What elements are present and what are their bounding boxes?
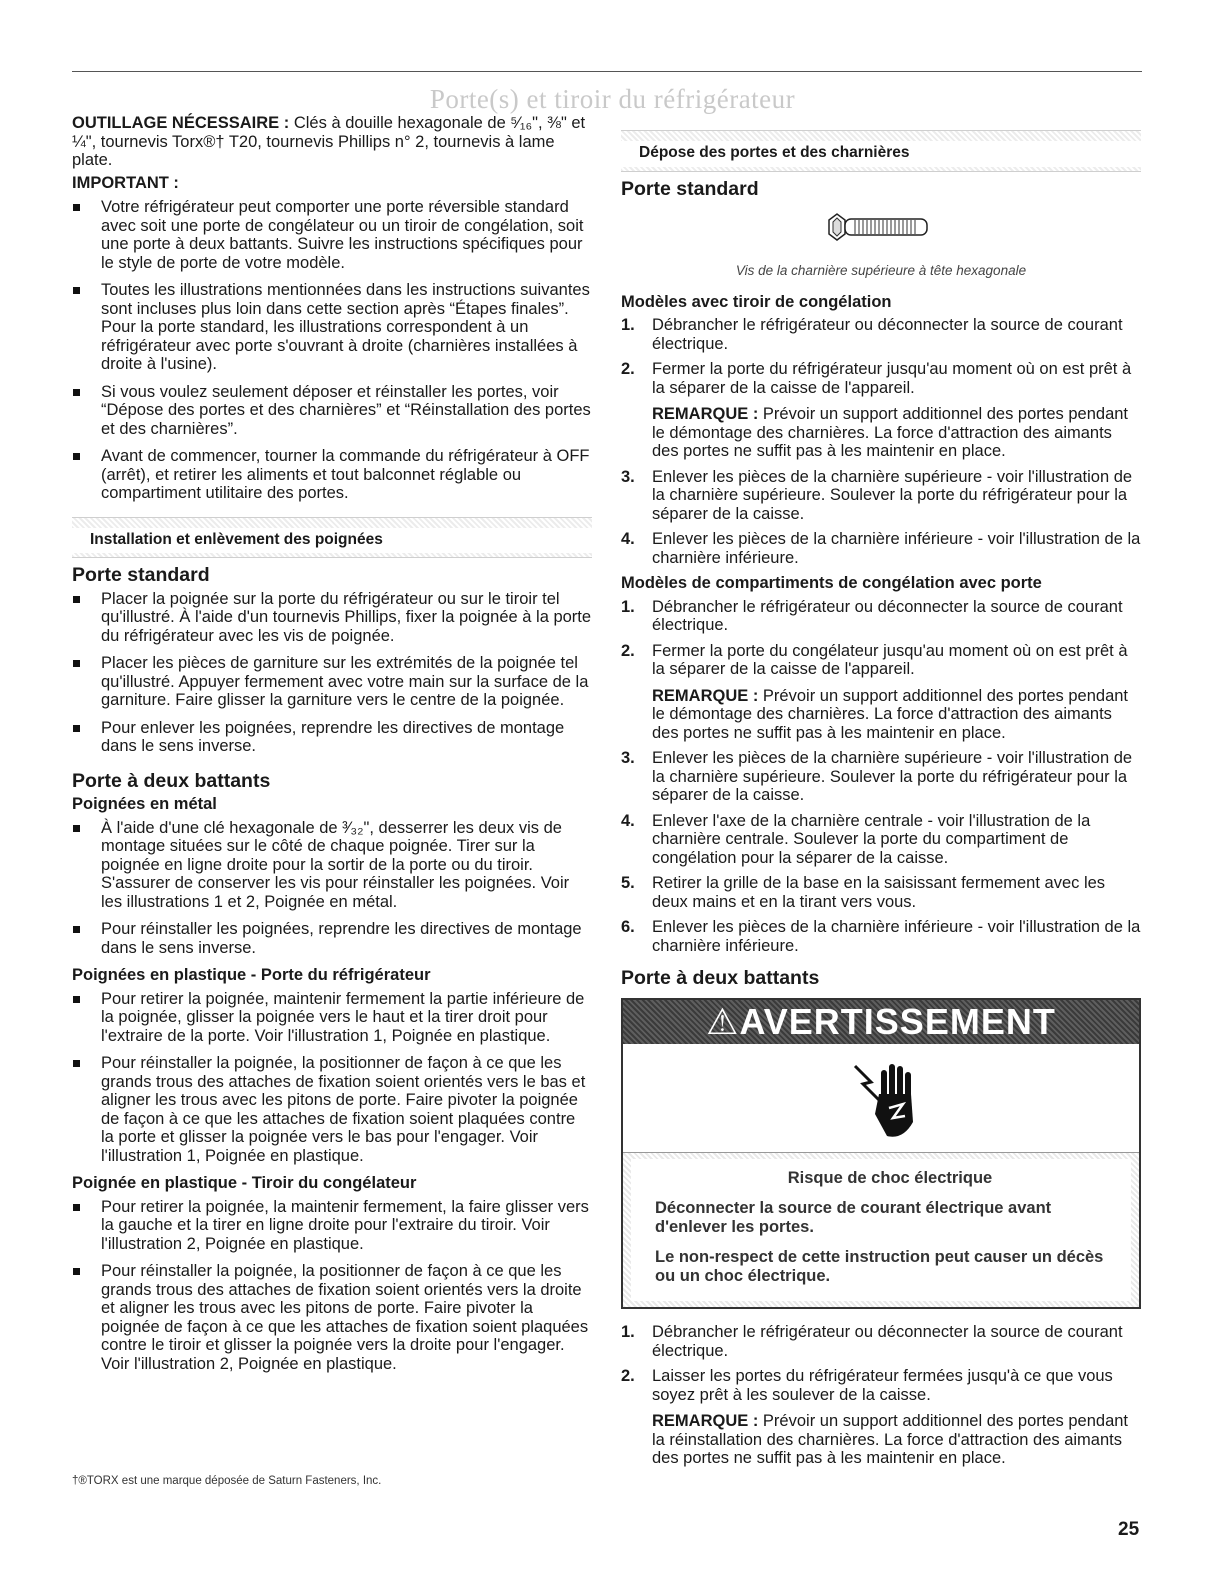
plastic-door-list	[72, 990, 592, 1166]
step-number: 4.	[621, 811, 635, 830]
page-title: Porte(s) et tiroir du réfrigérateur	[429, 84, 796, 114]
step-item	[621, 468, 1141, 524]
step-number: 3.	[621, 467, 635, 486]
page-number: 25	[1118, 1519, 1140, 1540]
step-item	[621, 1367, 1141, 1468]
step-text: Fermer la porte du congélateur jusqu'au moment où on est prêt à la séparer de la caisse de l'appareil.	[652, 641, 1128, 678]
step-text: Débrancher le réfrigérateur ou déconnecter la source de courant électrique.	[652, 316, 1123, 353]
shock-hazard-icon	[623, 1044, 1139, 1153]
step-text: Enlever les pièces de la charnière supérieure - voir l'illustration de la charnière supérieure. Soulever la porte du réfrigérateur pour la séparer de la caisse.	[652, 467, 1133, 523]
step-number: 3.	[621, 749, 635, 767]
section-heading-handles	[72, 517, 592, 559]
metal-handles-heading: Poignées en métal	[72, 795, 217, 813]
list-item: Pour réinstaller la poignée, la positionner de façon à ce que les grands trous des attaches de fixation soient orientés vers la droite et aligner les trous avec les pitons de porte. Faire pivoter la poignée de façon à ce que les attaches de fixation soient plaquées contre le tiroir et glisser la poignée vers la droite pour l'engager. Voir l'illustration 2, Poignée en plastique.	[72, 1262, 592, 1373]
step-number: 5.	[621, 874, 635, 892]
drawer-models-heading: Modèles avec tiroir de congélation	[621, 292, 892, 311]
left-column	[72, 114, 592, 1382]
step-number: 4.	[621, 530, 635, 548]
step-text: Débrancher le réfrigérateur ou déconnecter la source de courant électrique.	[652, 1323, 1123, 1360]
step-number: 1.	[621, 597, 635, 616]
important-list	[72, 198, 592, 503]
step-item	[621, 812, 1141, 868]
standard-door-heading-right: Porte standard	[621, 177, 759, 200]
note-paragraph	[652, 687, 1141, 743]
step-number: 1.	[621, 316, 635, 334]
standard-door-heading: Porte standard	[72, 564, 210, 586]
plastic-drawer-list	[72, 1198, 592, 1374]
step-number: 2.	[621, 641, 635, 660]
tools-label: OUTILLAGE NÉCESSAIRE :	[72, 114, 290, 132]
step-item	[621, 918, 1141, 955]
section-heading-text: Installation et enlèvement des poignées	[72, 528, 592, 554]
step-number: 2.	[621, 1367, 635, 1385]
warning-title: AVERTISSEMENT	[739, 1000, 1056, 1042]
list-item: Pour retirer la poignée, la maintenir fermement, la faire glisser vers la gauche et la tirer en ligne droite pour l'extraire du tiroir. Voir l'illustration 2, Poignée en plastique.	[72, 1198, 592, 1254]
note-text: Prévoir un support additionnel des portes pendant le démontage des charnières. La force d'attraction des aimants des portes ne suffit pas à les maintenir en place.	[652, 405, 1129, 460]
double-steps	[621, 1323, 1141, 1468]
metal-handles-list	[72, 819, 592, 958]
note-label: REMARQUE :	[652, 1412, 759, 1430]
list-item: Placer la poignée sur la porte du réfrigérateur ou sur le tiroir tel qu'illustré. À l'aide d'un tournevis Phillips, fixer la poignée à la porte du réfrigérateur avec les vis de poignée.	[72, 590, 592, 646]
warning-body	[623, 1153, 1139, 1308]
plastic-door-heading: Poignées en plastique - Porte du réfrigérateur	[72, 966, 431, 984]
list-item: À l'aide d'une clé hexagonale de ³⁄₃₂", desserrer les deux vis de montage situées sur le côté de chaque poignée. Tirer sur la poignée en ligne droite pour la sortir de la porte ou du tiroir. S'assurer de conserver les vis pour réinstaller les poignées. Voir les illustrations 1 et 2, Poignée en métal.	[72, 819, 592, 912]
right-column	[621, 114, 1141, 1475]
step-item	[621, 874, 1141, 911]
footnote: †®TORX est une marque déposée de Saturn Fasteners, Inc.	[72, 1475, 382, 1487]
step-item	[621, 530, 1141, 567]
tools-text: Clés à douille hexagonale de ⁵⁄₁₆", ⅜" et ¼", tournevis Torx®† T20, tournevis Phillips n° 2, tournevis à lame plate.	[72, 114, 586, 169]
section-heading-text: Dépose des portes et des charnières	[621, 141, 1141, 167]
step-number: 2.	[621, 360, 635, 378]
step-item	[621, 642, 1141, 743]
section-heading-removal	[621, 130, 1141, 172]
double-door-heading-right: Porte à deux battants	[621, 967, 820, 989]
note-text: Prévoir un support additionnel des portes pendant le démontage des charnières. La force d'attraction des aimants des portes ne suffit pas à les maintenir en place.	[652, 686, 1129, 742]
top-rule	[72, 71, 1142, 72]
warning-triangle-icon: ⚠	[706, 1000, 740, 1042]
double-door-heading: Porte à deux battants	[72, 769, 271, 792]
step-text: Débrancher le réfrigérateur ou déconnecter la source de courant électrique.	[652, 597, 1123, 634]
step-item	[621, 749, 1141, 805]
list-item: Toutes les illustrations mentionnées dans les instructions suivantes sont incluses plus loin dans cette section après “Étapes finales”. Pour la porte standard, les illustrations correspondent à un réfrigérateur avec porte s'ouvrant à droite (charnières installées à droite à l'usine).	[72, 281, 592, 374]
tools-paragraph	[72, 114, 592, 170]
warning-instruction: Déconnecter la source de courant électrique avant d'enlever les portes.	[655, 1199, 1052, 1236]
hex-bolt-icon	[621, 204, 1141, 260]
note-paragraph	[652, 1412, 1141, 1468]
note-text: Prévoir un support additionnel des portes pendant la réinstallation des charnières. La force d'attraction des aimants des portes ne suffit pas à les maintenir en place.	[652, 1412, 1129, 1467]
compartment-steps	[621, 598, 1141, 956]
list-item: Pour enlever les poignées, reprendre les directives de montage dans le sens inverse.	[72, 719, 592, 756]
list-item: Si vous voulez seulement déposer et réinstaller les portes, voir “Dépose des portes et des charnières” et “Réinstallation des portes et des charnières”.	[72, 383, 592, 439]
standard-door-list	[72, 590, 592, 756]
step-text: Retirer la grille de la base en la saisissant fermement avec les deux mains et en la tirant vers vous.	[652, 874, 1106, 911]
list-item: Placer les pièces de garniture sur les extrémités de la poignée tel qu'illustré. Appuyer fermement avec votre main sur la surface de la garniture. Faire glisser la garniture vers le centre de la poignée.	[72, 654, 592, 710]
step-number: 6.	[621, 918, 635, 936]
step-number: 1.	[621, 1323, 635, 1341]
step-text: Laisser les portes du réfrigérateur fermées jusqu'à ce que vous soyez prêt à les soulever de la caisse.	[652, 1367, 1113, 1404]
note-label: REMARQUE :	[652, 405, 759, 423]
step-text: Enlever les pièces de la charnière inférieure - voir l'illustration de la charnière inférieure.	[652, 918, 1141, 955]
step-item	[621, 316, 1141, 353]
step-text: Enlever les pièces de la charnière inférieure - voir l'illustration de la charnière inférieure.	[652, 530, 1141, 567]
step-item	[621, 598, 1141, 635]
step-item	[621, 1323, 1141, 1360]
plastic-drawer-heading: Poignée en plastique - Tiroir du congélateur	[72, 1174, 417, 1192]
list-item: Avant de commencer, tourner la commande du réfrigérateur à OFF (arrêt), et retirer les aliments et tout balconnet réglable ou compartiment utilitaire des portes.	[72, 447, 592, 503]
note-paragraph	[652, 405, 1141, 461]
list-item: Votre réfrigérateur peut comporter une porte réversible standard avec soit une porte de congélateur ou un tiroir de congélation, soit une porte à deux battants. Suivre les instructions spécifiques pour le style de porte de votre modèle.	[72, 198, 592, 272]
compartment-models-heading: Modèles de compartiments de congélation avec porte	[621, 574, 1042, 592]
note-label: REMARQUE :	[652, 686, 759, 705]
hex-bolt-illustration	[621, 204, 1141, 260]
drawer-steps	[621, 316, 1141, 567]
warning-consequence: Le non-respect de cette instruction peut causer un décès ou un choc électrique.	[655, 1248, 1104, 1285]
warning-box	[621, 998, 1141, 1310]
step-text: Fermer la porte du réfrigérateur jusqu'au moment où on est prêt à la séparer de la caisse de l'appareil.	[652, 360, 1132, 397]
list-item: Pour réinstaller les poignées, reprendre les directives de montage dans le sens inverse.	[72, 920, 592, 957]
list-item: Pour retirer la poignée, maintenir fermement la partie inférieure de la poignée, glisser la poignée vers le haut et la tirer droit pour l'extraire de la porte. Voir l'illustration 1, Poignée en plastique.	[72, 990, 592, 1046]
important-heading: IMPORTANT :	[72, 173, 179, 192]
list-item: Pour réinstaller la poignée, la positionner de façon à ce que les grands trous des attaches de fixation soient orientés vers le bas et aligner les trous avec les pitons de porte. Faire pivoter la poignée de façon à ce que les attaches de fixation soient plaquées contre la porte et glisser la poignée vers le bas pour l'engager. Voir l'illustration 1, Poignée en plastique.	[72, 1054, 592, 1165]
step-text: Enlever les pièces de la charnière supérieure - voir l'illustration de la charnière supérieure. Soulever la porte du réfrigérateur pour la séparer de la caisse.	[652, 749, 1133, 804]
bolt-caption: Vis de la charnière supérieure à tête hexagonale	[735, 263, 1027, 278]
warning-header	[623, 1000, 1139, 1044]
step-item	[621, 360, 1141, 461]
electric-shock-icon	[623, 1044, 1139, 1152]
step-text: Enlever l'axe de la charnière centrale - voir l'illustration de la charnière centrale. Soulever la porte du compartiment de congélation pour la séparer de la caisse.	[652, 811, 1091, 867]
warning-subtitle: Risque de choc électrique	[787, 1168, 993, 1187]
